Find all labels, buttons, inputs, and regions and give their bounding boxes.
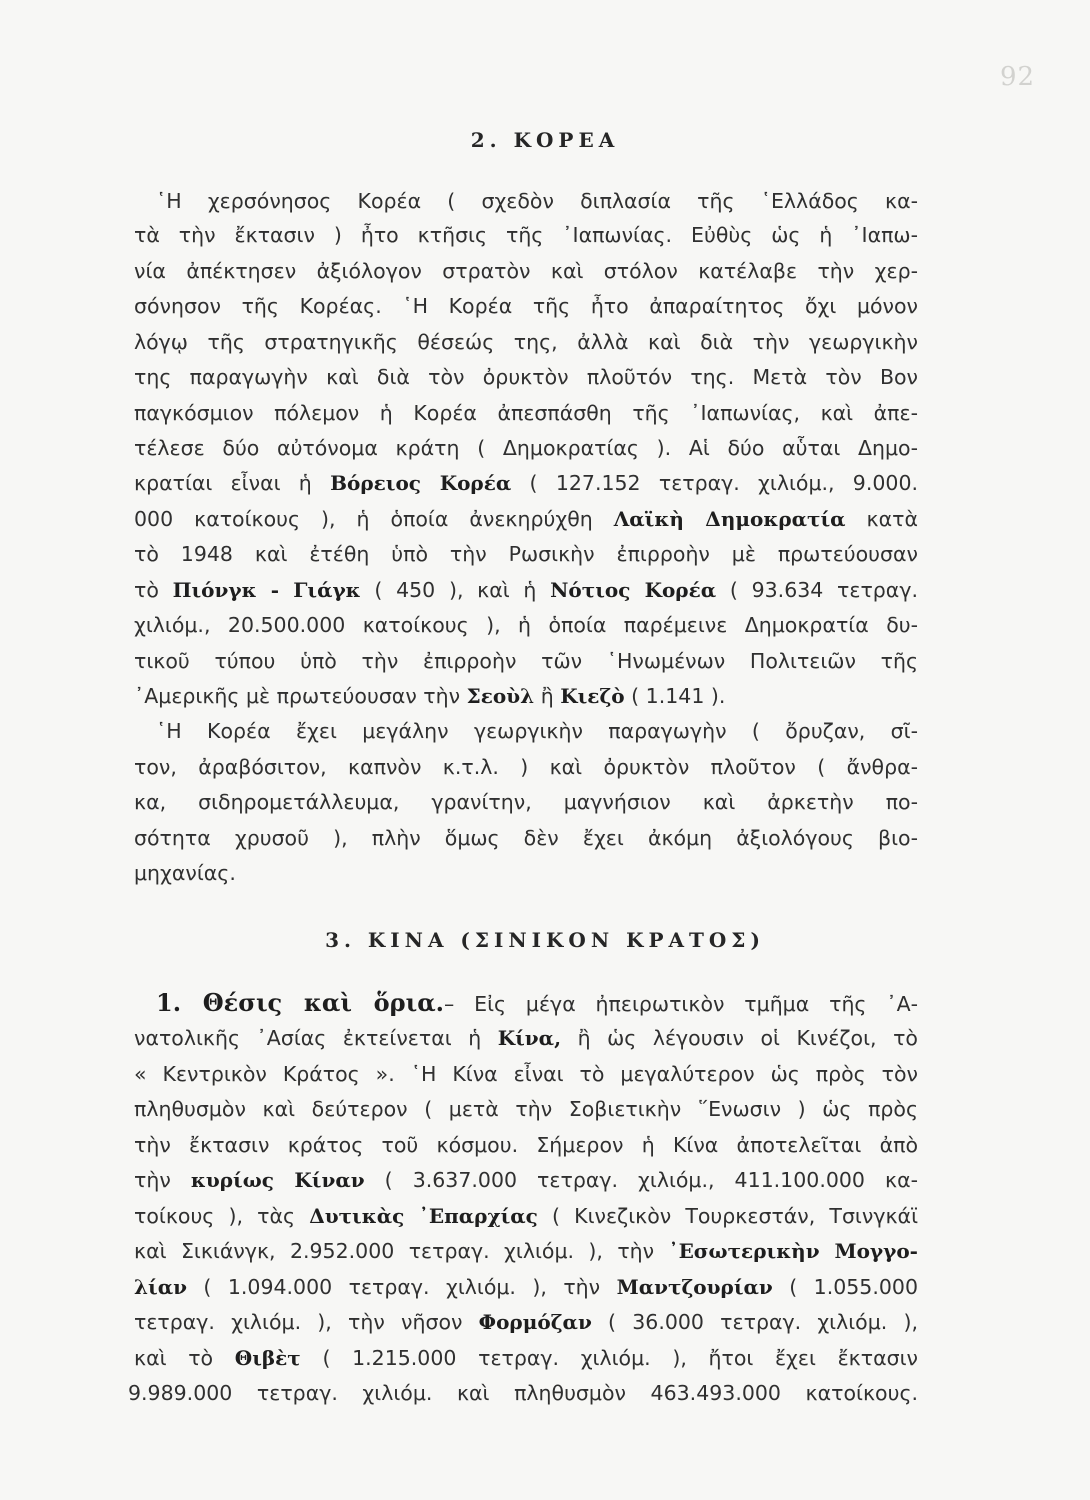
text-line: [134, 1305, 918, 1339]
bold-term: Δυτικὰς ᾿Επαρχίας: [309, 1204, 538, 1228]
text-run: ( 3.637.000 τετραγ. χιλιόμ., 411.100.000 κα-: [384, 1168, 918, 1192]
bold-term: Λαϊκὴ Δημοκρατία: [613, 507, 846, 531]
text-line: [134, 1021, 918, 1055]
text-run: ( 1.215.000 τετραγ. χιλιόμ. ), ἤτοι ἔχει ἔκτασιν: [322, 1346, 918, 1370]
text-line: μηχανίας.: [134, 861, 236, 885]
text-run: ( 450 ), καὶ ἡ: [374, 578, 537, 602]
bold-term: Σεοὺλ: [466, 684, 535, 708]
text-line: 9.989.000 τετραγ. χιλιόμ. καὶ πληθυσμὸν 463.493.000 κατοίκους.: [128, 1381, 918, 1405]
text-line: σότητα χρυσοῦ ), πλὴν ὅμως δὲν ἔχει ἀκόμη ἀξιολόγους βιο-: [134, 826, 918, 850]
bold-term: λίαν: [134, 1275, 187, 1299]
text-run: καὶ τὸ: [134, 1346, 214, 1370]
text-run: ( 93.634 τετραγ.: [729, 578, 918, 602]
text-line: σόνησον τῆς Κορέας. ῾Η Κορέα τῆς ἦτο ἀπαραίτητος ὄχι μόνον: [134, 294, 918, 318]
text-run: κατὰ: [866, 507, 918, 531]
text-line: της παραγωγὴν καὶ διὰ τὸν ὀρυκτὸν πλοῦτόν της. Μετὰ τὸν Βον: [134, 365, 918, 389]
bold-term: Κιεζὸ: [560, 684, 625, 708]
bold-term: ᾿Εσωτερικὴν Μογγο-: [668, 1239, 918, 1263]
text-run: κρατίαι εἶναι ἡ: [134, 471, 312, 495]
text-line: [134, 1341, 918, 1375]
bold-term: Θιβὲτ: [234, 1346, 301, 1370]
text-run: τοίκους ), τὰς: [134, 1204, 296, 1228]
text-line: [134, 1234, 918, 1268]
text-run: ᾿Αμερικῆς μὲ πρωτεύουσαν τὴν: [134, 684, 461, 708]
text-line: ῾Η χερσόνησος Κορέα ( σχεδὸν διπλασία τῆς ῾Ελλάδος κα-: [156, 189, 918, 213]
text-line: [134, 573, 918, 607]
text-run: τὸ: [134, 578, 159, 602]
text-line: τὴν ἔκτασιν κράτος τοῦ κόσμου. Σήμερον ἡ Κίνα ἀποτελεῖται ἀπὸ: [134, 1133, 918, 1157]
bold-term: Κίνα,: [497, 1026, 562, 1050]
bold-term: Φορμόζαν: [478, 1310, 592, 1334]
text-line: ῾Η Κορέα ἔχει μεγάλην γεωργικὴν παραγωγὴν ( ὄρυζαν, σῖ-: [156, 719, 918, 743]
text-line: παγκόσμιον πόλεμον ἡ Κορέα ἀπεσπάσθη τῆς ᾿Ιαπωνίας, καὶ ἀπε-: [134, 401, 918, 425]
text-run: 000 κατοίκους ), ἡ ὁποία ἀνεκηρύχθη: [134, 507, 593, 531]
text-run: – Εἰς μέγα ἠπειρωτικὸν τμῆμα τῆς ᾿Α-: [444, 992, 918, 1016]
text-line: [134, 679, 918, 713]
page-number: 92: [1000, 62, 1036, 92]
text-line: [134, 502, 918, 536]
section-heading-china: 3. ΚΙΝΑ (ΣΙΝΙΚΟΝ ΚΡΑΤΟΣ): [325, 928, 765, 952]
text-line: [134, 1270, 918, 1304]
text-line: [156, 986, 918, 1020]
text-run: ( 36.000 τετραγ. χιλιόμ. ),: [608, 1310, 918, 1334]
text-line: [134, 466, 918, 500]
text-line: τικοῦ τύπου ὑπὸ τὴν ἐπιρροὴν τῶν ῾Ηνωμένων Πολιτειῶν τῆς: [134, 649, 918, 673]
text-line: τὸ 1948 καὶ ἐτέθη ὑπὸ τὴν Ρωσικὴν ἐπιρροὴν μὲ πρωτεύουσαν: [134, 542, 918, 566]
text-run: τετραγ. χιλιόμ. ), τὴν νῆσον: [134, 1310, 463, 1334]
bold-term: κυρίως Κίναν: [190, 1168, 365, 1192]
text-line: χιλιόμ., 20.500.000 κατοίκους ), ἡ ὁποία παρέμεινε Δημοκρατία δυ-: [134, 613, 918, 637]
text-run: ( 1.094.000 τετραγ. χιλιόμ. ), τὴν: [203, 1275, 601, 1299]
text-line: τὰ τὴν ἔκτασιν ) ἦτο κτῆσις τῆς ᾿Ιαπωνίας. Εὐθὺς ὡς ἡ ᾿Ιαπω-: [134, 223, 918, 247]
bold-term: Μαντζουρίαν: [616, 1275, 773, 1299]
text-line: κα, σιδηρομετάλλευμα, γρανίτην, μαγνήσιον καὶ ἀρκετὴν πο-: [134, 790, 918, 814]
text-run: καὶ Σικιάνγκ, 2.952.000 τετραγ. χιλιόμ. ), τὴν: [134, 1239, 655, 1263]
text-line: τέλεσε δύο αὐτόνομα κράτη ( Δημοκρατίας ). Αἱ δύο αὗται Δημο-: [134, 436, 918, 460]
bold-term: Νότιος Κορέα: [550, 578, 717, 602]
text-line: πληθυσμὸν καὶ δεύτερον ( μετὰ τὴν Σοβιετικὴν ῞Ενωσιν ) ὡς πρὸς: [134, 1097, 918, 1121]
text-line: [134, 1163, 918, 1197]
text-run: ( 1.055.000: [789, 1275, 918, 1299]
text-line: « Κεντρικὸν Κράτος ». ῾Η Κίνα εἶναι τὸ μεγαλύτερον ὡς πρὸς τὸν: [134, 1062, 918, 1086]
text-run: ( 1.141 ).: [631, 684, 726, 708]
section-heading-korea: 2. ΚΟΡΕΑ: [470, 128, 620, 152]
text-line: τον, ἀραβόσιτον, καπνὸν κ.τ.λ. ) καὶ ὀρυκτὸν πλοῦτον ( ἄνθρα-: [134, 755, 918, 779]
text-line: νία ἀπέκτησεν ἀξιόλογον στρατὸν καὶ στόλον κατέλαβε τὴν χερ-: [134, 259, 918, 283]
text-run: ( Κινεζικὸν Τουρκεστάν, Τσινγκάϊ: [552, 1204, 918, 1228]
text-line: [134, 1199, 918, 1233]
bold-term: Βόρειος Κορέα: [330, 471, 512, 495]
text-run: τὴν: [134, 1168, 171, 1192]
subheading: 1. Θέσις καὶ ὅρια.: [156, 988, 445, 1017]
text-line: λόγῳ τῆς στρατηγικῆς θέσεώς της, ἀλλὰ καὶ διὰ τὴν γεωργικὴν: [134, 330, 918, 354]
text-run: ἢ: [540, 684, 554, 708]
text-run: ( 127.152 τετραγ. χιλιόμ., 9.000.: [529, 471, 918, 495]
bold-term: Πιόνγκ - Γιάγκ: [172, 578, 361, 602]
text-run: ἢ ὡς λέγουσιν οἱ Κινέζοι, τὸ: [577, 1026, 918, 1050]
text-run: νατολικῆς ᾿Ασίας ἐκτείνεται ἡ: [134, 1026, 482, 1050]
